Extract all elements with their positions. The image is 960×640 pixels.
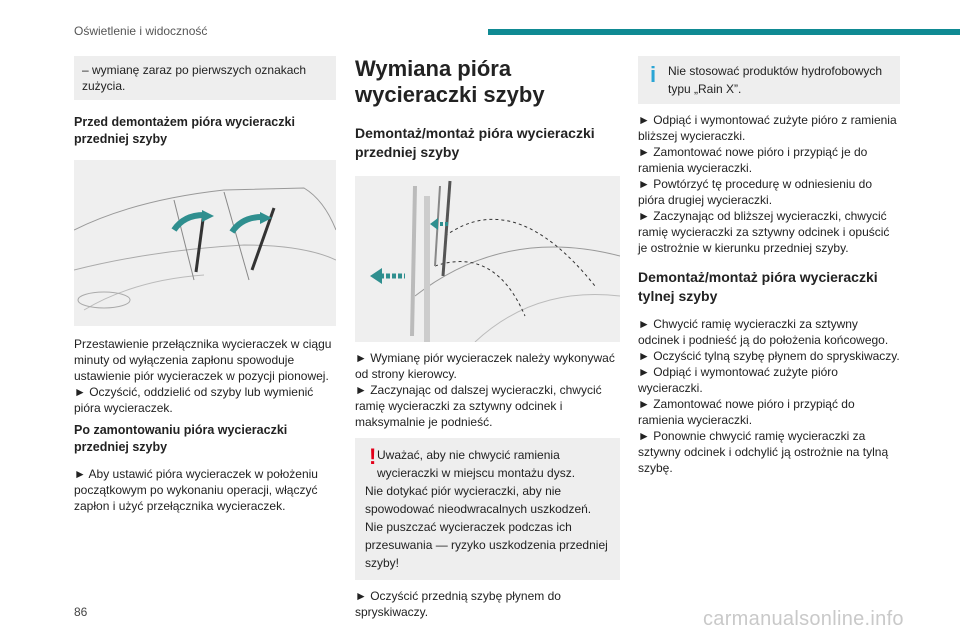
bullet-driver-side: ► Wymianę piór wycieraczek należy wykonywać od strony kierowcy.: [355, 351, 615, 381]
wiper-arm-drawing: [355, 176, 620, 342]
heading-before-removal: Przed demontażem pióra wycieraczki przedniej szyby: [74, 115, 295, 146]
warning-icon: !: [369, 444, 377, 469]
heading-after-install: Po zamontowaniu pióra wycieraczki przedniej szyby: [74, 423, 288, 454]
warning-line-1: Uważać, aby nie chwycić ramienia wycieraczki w miejscu montażu dysz.: [377, 448, 576, 480]
heading-rear-wiper: Demontaż/montaż pióra wycieraczki tylnej szyby: [638, 269, 878, 304]
bullet-rear-3: ► Odpiąć i wymontować zużyte pióro wycieraczki.: [638, 365, 838, 395]
wiper-arm-illustration: [355, 176, 620, 342]
warning-box: [355, 438, 620, 580]
watermark: carmanualsonline.info: [703, 608, 904, 630]
bullet-clean-windscreen: ► Oczyścić przednią szybę płynem do spryskiwaczy.: [355, 589, 561, 619]
car-wipers-illustration: [74, 160, 336, 326]
page-number: 86: [74, 605, 88, 619]
bullet-front-3: ► Powtórzyć tę procedurę w odniesieniu do pióra drugiej wycieraczki.: [638, 177, 872, 207]
subtitle-front-wiper: Demontaż/montaż pióra wycieraczki przedniej szyby: [355, 125, 595, 160]
bullet-rear-4: ► Zamontować nowe pióro i przypiąć do ramienia wycieraczki.: [638, 397, 855, 427]
bullet-rear-1: ► Chwycić ramię wycieraczki za sztywny odcinek i podnieść ją do położenia końcowego.: [638, 317, 889, 347]
bullet-rear-5: ► Ponownie chwycić ramię wycieraczki za sztywny odcinek i odchylić ją ostrożnie na tylną szybę.: [638, 429, 889, 475]
bullet-reset-position: ► Aby ustawić pióra wycieraczek w położeniu początkowym po wykonaniu operacji, włączyć zapłon i użyć przełącznika wycieraczek.: [74, 467, 318, 513]
column-2: [355, 56, 620, 620]
paragraph-switch-info: Przestawienie przełącznika wycieraczek w ciągu minuty od wyłączenia zapłonu spowoduje ustawienie piór wycieraczek w pozycji pionowej.: [74, 337, 332, 383]
info-icon: i: [650, 62, 657, 87]
bullet-front-2: ► Zamontować nowe pióro i przypiąć je do ramienia wycieraczki.: [638, 145, 868, 175]
page-title: Wymiana pióra wycieraczki szyby: [355, 56, 545, 107]
info-text: Nie stosować produktów hydrofobowych typu „Rain X”.: [668, 64, 883, 96]
bullet-clean-blades: ► Oczyścić, oddzielić od szyby lub wymienić pióra wycieraczek.: [74, 385, 314, 415]
bullet-rear-2: ► Oczyścić tylną szybę płynem do spryskiwaczy.: [638, 349, 900, 363]
warning-line-2: Nie dotykać piór wycieraczki, aby nie spowodować nieodwracalnych uszkodzeń.: [365, 484, 592, 516]
bullet-front-4: ► Zaczynając od bliższej wycieraczki, chwycić ramię wycieraczki za sztywny odcinek i opuścić je ostrożnie w kierunku przedniej szyby.: [638, 209, 890, 255]
car-front-drawing: [74, 160, 336, 326]
info-box: [638, 56, 900, 104]
note-box: – wymianę zaraz po pierwszych oznakach zużycia.: [74, 56, 336, 100]
column-3: [638, 56, 900, 476]
header-accent-bar: [488, 29, 960, 35]
section-title: Oświetlenie i widoczność: [74, 24, 208, 38]
warning-line-3: Nie puszczać wycieraczek podczas ich przesuwania — ryzyko uszkodzenia przedniej szyby!: [365, 520, 608, 570]
column-1: [74, 56, 336, 514]
bullet-front-1: ► Odpiąć i wymontować zużyte pióro z ramienia bliższej wycieraczki.: [638, 113, 897, 143]
bullet-lift-arm: ► Zaczynając od dalszej wycieraczki, chwycić ramię wycieraczki za sztywny odcinek i maksymalnie je podnieść.: [355, 383, 602, 429]
